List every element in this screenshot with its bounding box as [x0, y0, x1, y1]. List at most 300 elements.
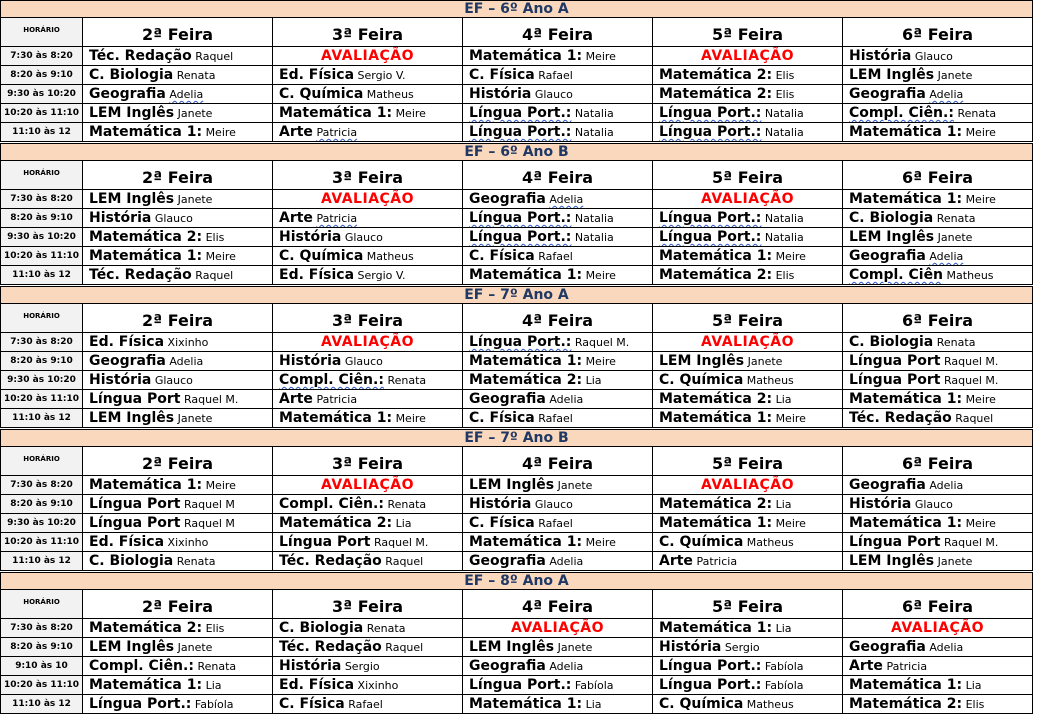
lesson-cell	[653, 552, 843, 571]
lesson-cell	[653, 514, 843, 533]
time-header	[0, 161, 83, 190]
teacher-name: Raquel	[385, 555, 424, 568]
lesson-cell	[653, 657, 843, 676]
subject-name: C. Biologia	[279, 620, 364, 636]
day-label: 4ª Feira	[521, 597, 594, 616]
teacher-name: Raquel M.	[574, 336, 630, 349]
teacher-name: Janete	[557, 641, 593, 654]
subject-name: Língua Port.:	[659, 229, 762, 245]
lesson-cell	[83, 476, 273, 495]
lesson-cell	[843, 228, 1033, 247]
teacher-name: Renata	[387, 374, 427, 387]
lesson-cell	[273, 228, 463, 247]
subject-name: Compl. Ciên.:	[89, 658, 194, 674]
time-slot	[0, 123, 83, 142]
evaluation-label: AVALIAÇÃO	[320, 191, 415, 207]
section-title	[0, 429, 1033, 447]
lesson-cell	[843, 390, 1033, 409]
subject-name: C. Química	[659, 534, 744, 550]
lesson-cell	[463, 476, 653, 495]
teacher-name: Glauco	[914, 498, 953, 511]
subject-name: Língua Port	[89, 496, 181, 512]
teacher-name: Matheus	[366, 250, 414, 263]
lesson-cell	[843, 47, 1033, 66]
subject-name: Arte	[279, 124, 313, 140]
teacher-name: Natalia	[764, 107, 804, 120]
subject-name: Geografia	[849, 639, 926, 655]
teacher-name: Meire	[775, 517, 806, 530]
lesson-cell	[653, 533, 843, 552]
subject-name: Matemática 2:	[659, 67, 773, 83]
teacher-name: Adelia	[929, 641, 964, 654]
lesson-cell	[463, 266, 653, 285]
teacher-name: Renata	[957, 107, 997, 120]
subject-name: História	[469, 496, 532, 512]
day-header	[653, 161, 843, 190]
teacher-name: Renata	[936, 336, 976, 349]
time-slot-text: 9:30 às 10:20	[7, 89, 76, 99]
section-title-text: EF – 6º Ano B	[464, 144, 569, 160]
subject-name: Língua Port.:	[659, 677, 762, 693]
lesson-cell	[653, 371, 843, 390]
time-header	[0, 590, 83, 619]
lesson-cell	[273, 533, 463, 552]
teacher-name: Adelia	[929, 479, 964, 492]
subject-name: Matemática 1:	[89, 677, 203, 693]
teacher-name: Meire	[585, 269, 616, 282]
teacher-name: Xixinho	[167, 536, 209, 549]
time-slot	[0, 247, 83, 266]
day-label: 6ª Feira	[901, 25, 974, 44]
lesson-cell	[463, 333, 653, 352]
section-title	[0, 572, 1033, 590]
subject-name: Matemática 2:	[659, 267, 773, 283]
teacher-name: Sergio	[344, 660, 380, 673]
lesson-cell	[273, 619, 463, 638]
subject-name: Língua Port.:	[659, 658, 762, 674]
subject-name: História	[89, 372, 152, 388]
teacher-name: Raquel	[385, 641, 424, 654]
lesson-cell	[463, 247, 653, 266]
time-slot	[0, 352, 83, 371]
lesson-cell	[83, 371, 273, 390]
lesson-cell	[843, 266, 1033, 285]
lesson-cell	[273, 266, 463, 285]
time-slot-text: 11:10 às 12	[12, 699, 71, 709]
teacher-name: Janete	[937, 231, 973, 244]
teacher-name: Meire	[965, 126, 996, 139]
teacher-name: Elis	[205, 231, 225, 244]
teacher-name: Janete	[177, 412, 213, 425]
teacher-name: Fabíola	[194, 698, 234, 711]
lesson-cell	[273, 552, 463, 571]
time-slot-text: 8:20 às 9:10	[10, 70, 73, 80]
section-title	[0, 286, 1033, 304]
subject-name: Arte	[279, 210, 313, 226]
lesson-cell	[653, 247, 843, 266]
lesson-cell	[83, 657, 273, 676]
subject-name: C. Física	[469, 67, 535, 83]
teacher-name: Matheus	[746, 374, 794, 387]
teacher-name: Xixinho	[357, 679, 399, 692]
lesson-cell	[653, 638, 843, 657]
subject-name: Geografia	[89, 86, 166, 102]
subject-name: Língua Port.:	[469, 210, 572, 226]
time-slot-text: 8:20 às 9:10	[10, 499, 73, 509]
subject-name: Téc. Redação	[89, 267, 192, 283]
lesson-cell	[843, 638, 1033, 657]
lesson-cell	[463, 552, 653, 571]
time-slot-text: 11:10 às 12	[12, 556, 71, 566]
subject-name: Língua Port.:	[659, 210, 762, 226]
evaluation-cell	[653, 476, 843, 495]
subject-name: História	[279, 353, 342, 369]
time-slot	[0, 266, 83, 285]
teacher-name: Lia	[395, 517, 412, 530]
lesson-cell	[83, 390, 273, 409]
subject-name: Ed. Física	[89, 534, 165, 550]
teacher-name: Rafael	[538, 250, 573, 263]
subject-name: Língua Port.:	[659, 105, 762, 121]
lesson-cell	[843, 657, 1033, 676]
lesson-cell	[653, 85, 843, 104]
day-header	[83, 18, 273, 47]
teacher-name: Meire	[965, 193, 996, 206]
time-slot	[0, 495, 83, 514]
teacher-name: Janete	[557, 479, 593, 492]
evaluation-cell	[273, 47, 463, 66]
teacher-name: Matheus	[366, 88, 414, 101]
lesson-cell	[273, 409, 463, 428]
lesson-cell	[653, 409, 843, 428]
time-slot-text: 9:10 às 10	[15, 661, 68, 671]
subject-name: Matemática 1:	[469, 48, 583, 64]
teacher-name: Matheus	[946, 269, 994, 282]
lesson-cell	[83, 228, 273, 247]
evaluation-cell	[273, 190, 463, 209]
lesson-cell	[83, 209, 273, 228]
lesson-cell	[843, 104, 1033, 123]
day-label: 3ª Feira	[331, 168, 404, 187]
teacher-name: Adelia	[549, 193, 584, 206]
lesson-cell	[653, 619, 843, 638]
day-label: 6ª Feira	[901, 168, 974, 187]
subject-name: LEM Inglês	[849, 553, 935, 569]
time-slot-text: 8:20 às 9:10	[10, 213, 73, 223]
time-header-label: HORÁRIO	[23, 598, 60, 606]
teacher-name: Natalia	[574, 107, 614, 120]
teacher-name: Janete	[177, 641, 213, 654]
subject-name: Matemática 2:	[89, 620, 203, 636]
subject-name: Matemática 2:	[279, 515, 393, 531]
lesson-cell	[83, 495, 273, 514]
teacher-name: Meire	[205, 479, 236, 492]
day-header	[653, 18, 843, 47]
teacher-name: Adelia	[549, 660, 584, 673]
lesson-cell	[463, 514, 653, 533]
subject-name: Língua Port	[89, 515, 181, 531]
teacher-name: Matheus	[746, 698, 794, 711]
day-header	[463, 18, 653, 47]
lesson-cell	[843, 85, 1033, 104]
teacher-name: Raquel	[955, 412, 994, 425]
subject-name: História	[659, 639, 722, 655]
teacher-name: Meire	[585, 355, 616, 368]
lesson-cell	[273, 66, 463, 85]
subject-name: Matemática 1:	[849, 391, 963, 407]
teacher-name: Raquel M.	[943, 374, 999, 387]
lesson-cell	[83, 409, 273, 428]
subject-name: C. Biologia	[849, 210, 934, 226]
time-slot	[0, 104, 83, 123]
teacher-name: Rafael	[538, 69, 573, 82]
time-header	[0, 447, 83, 476]
evaluation-cell	[653, 333, 843, 352]
teacher-name: Fabíola	[764, 679, 804, 692]
subject-name: Matemática 1:	[279, 410, 393, 426]
teacher-name: Raquel	[195, 269, 234, 282]
lesson-cell	[463, 352, 653, 371]
evaluation-label: AVALIAÇÃO	[890, 620, 985, 636]
subject-name: História	[279, 229, 342, 245]
day-label: 5ª Feira	[711, 168, 784, 187]
lesson-cell	[463, 695, 653, 714]
lesson-cell	[83, 266, 273, 285]
teacher-name: Raquel M	[183, 517, 235, 530]
subject-name: Matemática 1:	[469, 267, 583, 283]
teacher-name: Lia	[775, 393, 792, 406]
evaluation-label: AVALIAÇÃO	[700, 477, 795, 493]
subject-name: C. Química	[279, 86, 364, 102]
time-slot-text: 8:20 às 9:10	[10, 642, 73, 652]
evaluation-label: AVALIAÇÃO	[700, 48, 795, 64]
lesson-cell	[653, 266, 843, 285]
teacher-name: Glauco	[344, 231, 383, 244]
teacher-name: Glauco	[534, 88, 573, 101]
day-label: 5ª Feira	[711, 25, 784, 44]
subject-name: Matemática 1:	[659, 248, 773, 264]
subject-name: Téc. Redação	[849, 410, 952, 426]
section-title-text: EF – 8º Ano A	[464, 573, 569, 589]
time-slot-text: 10:20 às 11:10	[4, 108, 79, 118]
teacher-name: Raquel M.	[373, 536, 429, 549]
subject-name: Língua Port.:	[469, 677, 572, 693]
teacher-name: Glauco	[154, 212, 193, 225]
lesson-cell	[83, 85, 273, 104]
subject-name: Língua Port.:	[89, 696, 192, 712]
time-slot-text: 9:30 às 10:20	[7, 375, 76, 385]
lesson-cell	[843, 209, 1033, 228]
teacher-name: Adelia	[929, 88, 964, 101]
teacher-name: Natalia	[574, 212, 614, 225]
teacher-name: Elis	[775, 269, 795, 282]
day-header	[273, 18, 463, 47]
subject-name: Matemática 2:	[659, 391, 773, 407]
subject-name: Língua Port.:	[469, 124, 572, 140]
teacher-name: Fabíola	[574, 679, 614, 692]
subject-name: LEM Inglês	[469, 639, 555, 655]
subject-name: Téc. Redação	[279, 639, 382, 655]
evaluation-cell	[463, 619, 653, 638]
time-slot	[0, 47, 83, 66]
subject-name: Ed. Física	[279, 267, 355, 283]
lesson-cell	[83, 333, 273, 352]
subject-name: Língua Port.:	[469, 229, 572, 245]
subject-name: Ed. Física	[89, 334, 165, 350]
subject-name: História	[469, 86, 532, 102]
subject-name: Geografia	[469, 553, 546, 569]
teacher-name: Sergio V.	[357, 69, 406, 82]
subject-name: Língua Port	[89, 391, 181, 407]
time-slot	[0, 190, 83, 209]
evaluation-cell	[843, 619, 1033, 638]
lesson-cell	[463, 104, 653, 123]
evaluation-label: AVALIAÇÃO	[320, 334, 415, 350]
teacher-name: Lia	[775, 498, 792, 511]
time-slot-text: 9:30 às 10:20	[7, 518, 76, 528]
time-slot	[0, 85, 83, 104]
subject-name: C. Química	[279, 248, 364, 264]
lesson-cell	[653, 390, 843, 409]
lesson-cell	[843, 676, 1033, 695]
subject-name: Téc. Redação	[89, 48, 192, 64]
lesson-cell	[83, 552, 273, 571]
lesson-cell	[83, 104, 273, 123]
lesson-cell	[653, 695, 843, 714]
day-label: 2ª Feira	[141, 168, 214, 187]
time-slot	[0, 476, 83, 495]
lesson-cell	[653, 104, 843, 123]
day-header	[843, 590, 1033, 619]
lesson-cell	[843, 476, 1033, 495]
lesson-cell	[273, 371, 463, 390]
subject-name: Língua Port	[849, 372, 941, 388]
teacher-name: Natalia	[764, 126, 804, 139]
subject-name: Matemática 1:	[469, 696, 583, 712]
teacher-name: Raquel M.	[943, 536, 999, 549]
lesson-cell	[463, 209, 653, 228]
day-header	[843, 161, 1033, 190]
subject-name: C. Biologia	[849, 334, 934, 350]
subject-name: Matemática 2:	[659, 86, 773, 102]
teacher-name: Raquel M.	[943, 355, 999, 368]
lesson-cell	[273, 390, 463, 409]
time-slot-text: 11:10 às 12	[12, 127, 71, 137]
subject-name: Geografia	[849, 248, 926, 264]
lesson-cell	[83, 619, 273, 638]
teacher-name: Raquel	[195, 50, 234, 63]
day-header	[273, 590, 463, 619]
lesson-cell	[843, 247, 1033, 266]
evaluation-label: AVALIAÇÃO	[320, 477, 415, 493]
subject-name: Matemática 1:	[89, 477, 203, 493]
lesson-cell	[463, 657, 653, 676]
day-header	[463, 161, 653, 190]
lesson-cell	[653, 66, 843, 85]
time-slot-text: 10:20 às 11:10	[4, 680, 79, 690]
lesson-cell	[83, 514, 273, 533]
subject-name: Matemática 1:	[89, 124, 203, 140]
teacher-name: Xixinho	[167, 336, 209, 349]
day-label: 6ª Feira	[901, 454, 974, 473]
teacher-name: Matheus	[746, 536, 794, 549]
teacher-name: Elis	[205, 622, 225, 635]
lesson-cell	[273, 247, 463, 266]
subject-name: Compl. Ciên	[849, 267, 944, 283]
teacher-name: Lia	[205, 679, 222, 692]
lesson-cell	[653, 676, 843, 695]
lesson-cell	[463, 47, 653, 66]
subject-name: Compl. Ciên.:	[279, 372, 384, 388]
lesson-cell	[83, 190, 273, 209]
subject-name: Matemática 1:	[659, 620, 773, 636]
subject-name: Matemática 1:	[469, 534, 583, 550]
evaluation-label: AVALIAÇÃO	[320, 48, 415, 64]
teacher-name: Renata	[197, 660, 237, 673]
subject-name: Matemática 2:	[849, 696, 963, 712]
subject-name: Compl. Ciên.:	[849, 105, 954, 121]
day-header	[463, 447, 653, 476]
evaluation-cell	[273, 333, 463, 352]
subject-name: História	[279, 658, 342, 674]
time-header-label: HORÁRIO	[23, 455, 60, 463]
day-label: 6ª Feira	[901, 311, 974, 330]
lesson-cell	[653, 352, 843, 371]
day-label: 2ª Feira	[141, 25, 214, 44]
teacher-name: Rafael	[348, 698, 383, 711]
subject-name: C. Química	[659, 372, 744, 388]
time-slot	[0, 409, 83, 428]
subject-name: C. Química	[659, 696, 744, 712]
time-slot-text: 7:30 às 8:20	[10, 194, 73, 204]
subject-name: Geografia	[469, 191, 546, 207]
section-title	[0, 143, 1033, 161]
subject-name: LEM Inglês	[659, 353, 745, 369]
subject-name: Matemática 1:	[89, 248, 203, 264]
subject-name: C. Física	[279, 696, 345, 712]
subject-name: História	[849, 496, 912, 512]
day-header	[843, 304, 1033, 333]
subject-name: C. Física	[469, 515, 535, 531]
lesson-cell	[463, 371, 653, 390]
lesson-cell	[273, 676, 463, 695]
lesson-cell	[653, 123, 843, 142]
day-header	[83, 447, 273, 476]
teacher-name: Adelia	[929, 250, 964, 263]
teacher-name: Meire	[965, 393, 996, 406]
teacher-name: Adelia	[549, 555, 584, 568]
section-title	[0, 0, 1033, 18]
day-label: 5ª Feira	[711, 454, 784, 473]
teacher-name: Renata	[176, 69, 216, 82]
subject-name: Ed. Física	[279, 67, 355, 83]
day-header	[653, 304, 843, 333]
time-slot	[0, 552, 83, 571]
lesson-cell	[843, 695, 1033, 714]
lesson-cell	[83, 638, 273, 657]
evaluation-cell	[273, 476, 463, 495]
teacher-name: Adelia	[169, 88, 204, 101]
time-slot	[0, 333, 83, 352]
day-label: 3ª Feira	[331, 311, 404, 330]
time-slot-text: 10:20 às 11:10	[4, 251, 79, 261]
lesson-cell	[273, 85, 463, 104]
time-slot-text: 8:20 às 9:10	[10, 356, 73, 366]
lesson-cell	[653, 209, 843, 228]
teacher-name: Glauco	[154, 374, 193, 387]
teacher-name: Glauco	[344, 355, 383, 368]
subject-name: Ed. Física	[279, 677, 355, 693]
